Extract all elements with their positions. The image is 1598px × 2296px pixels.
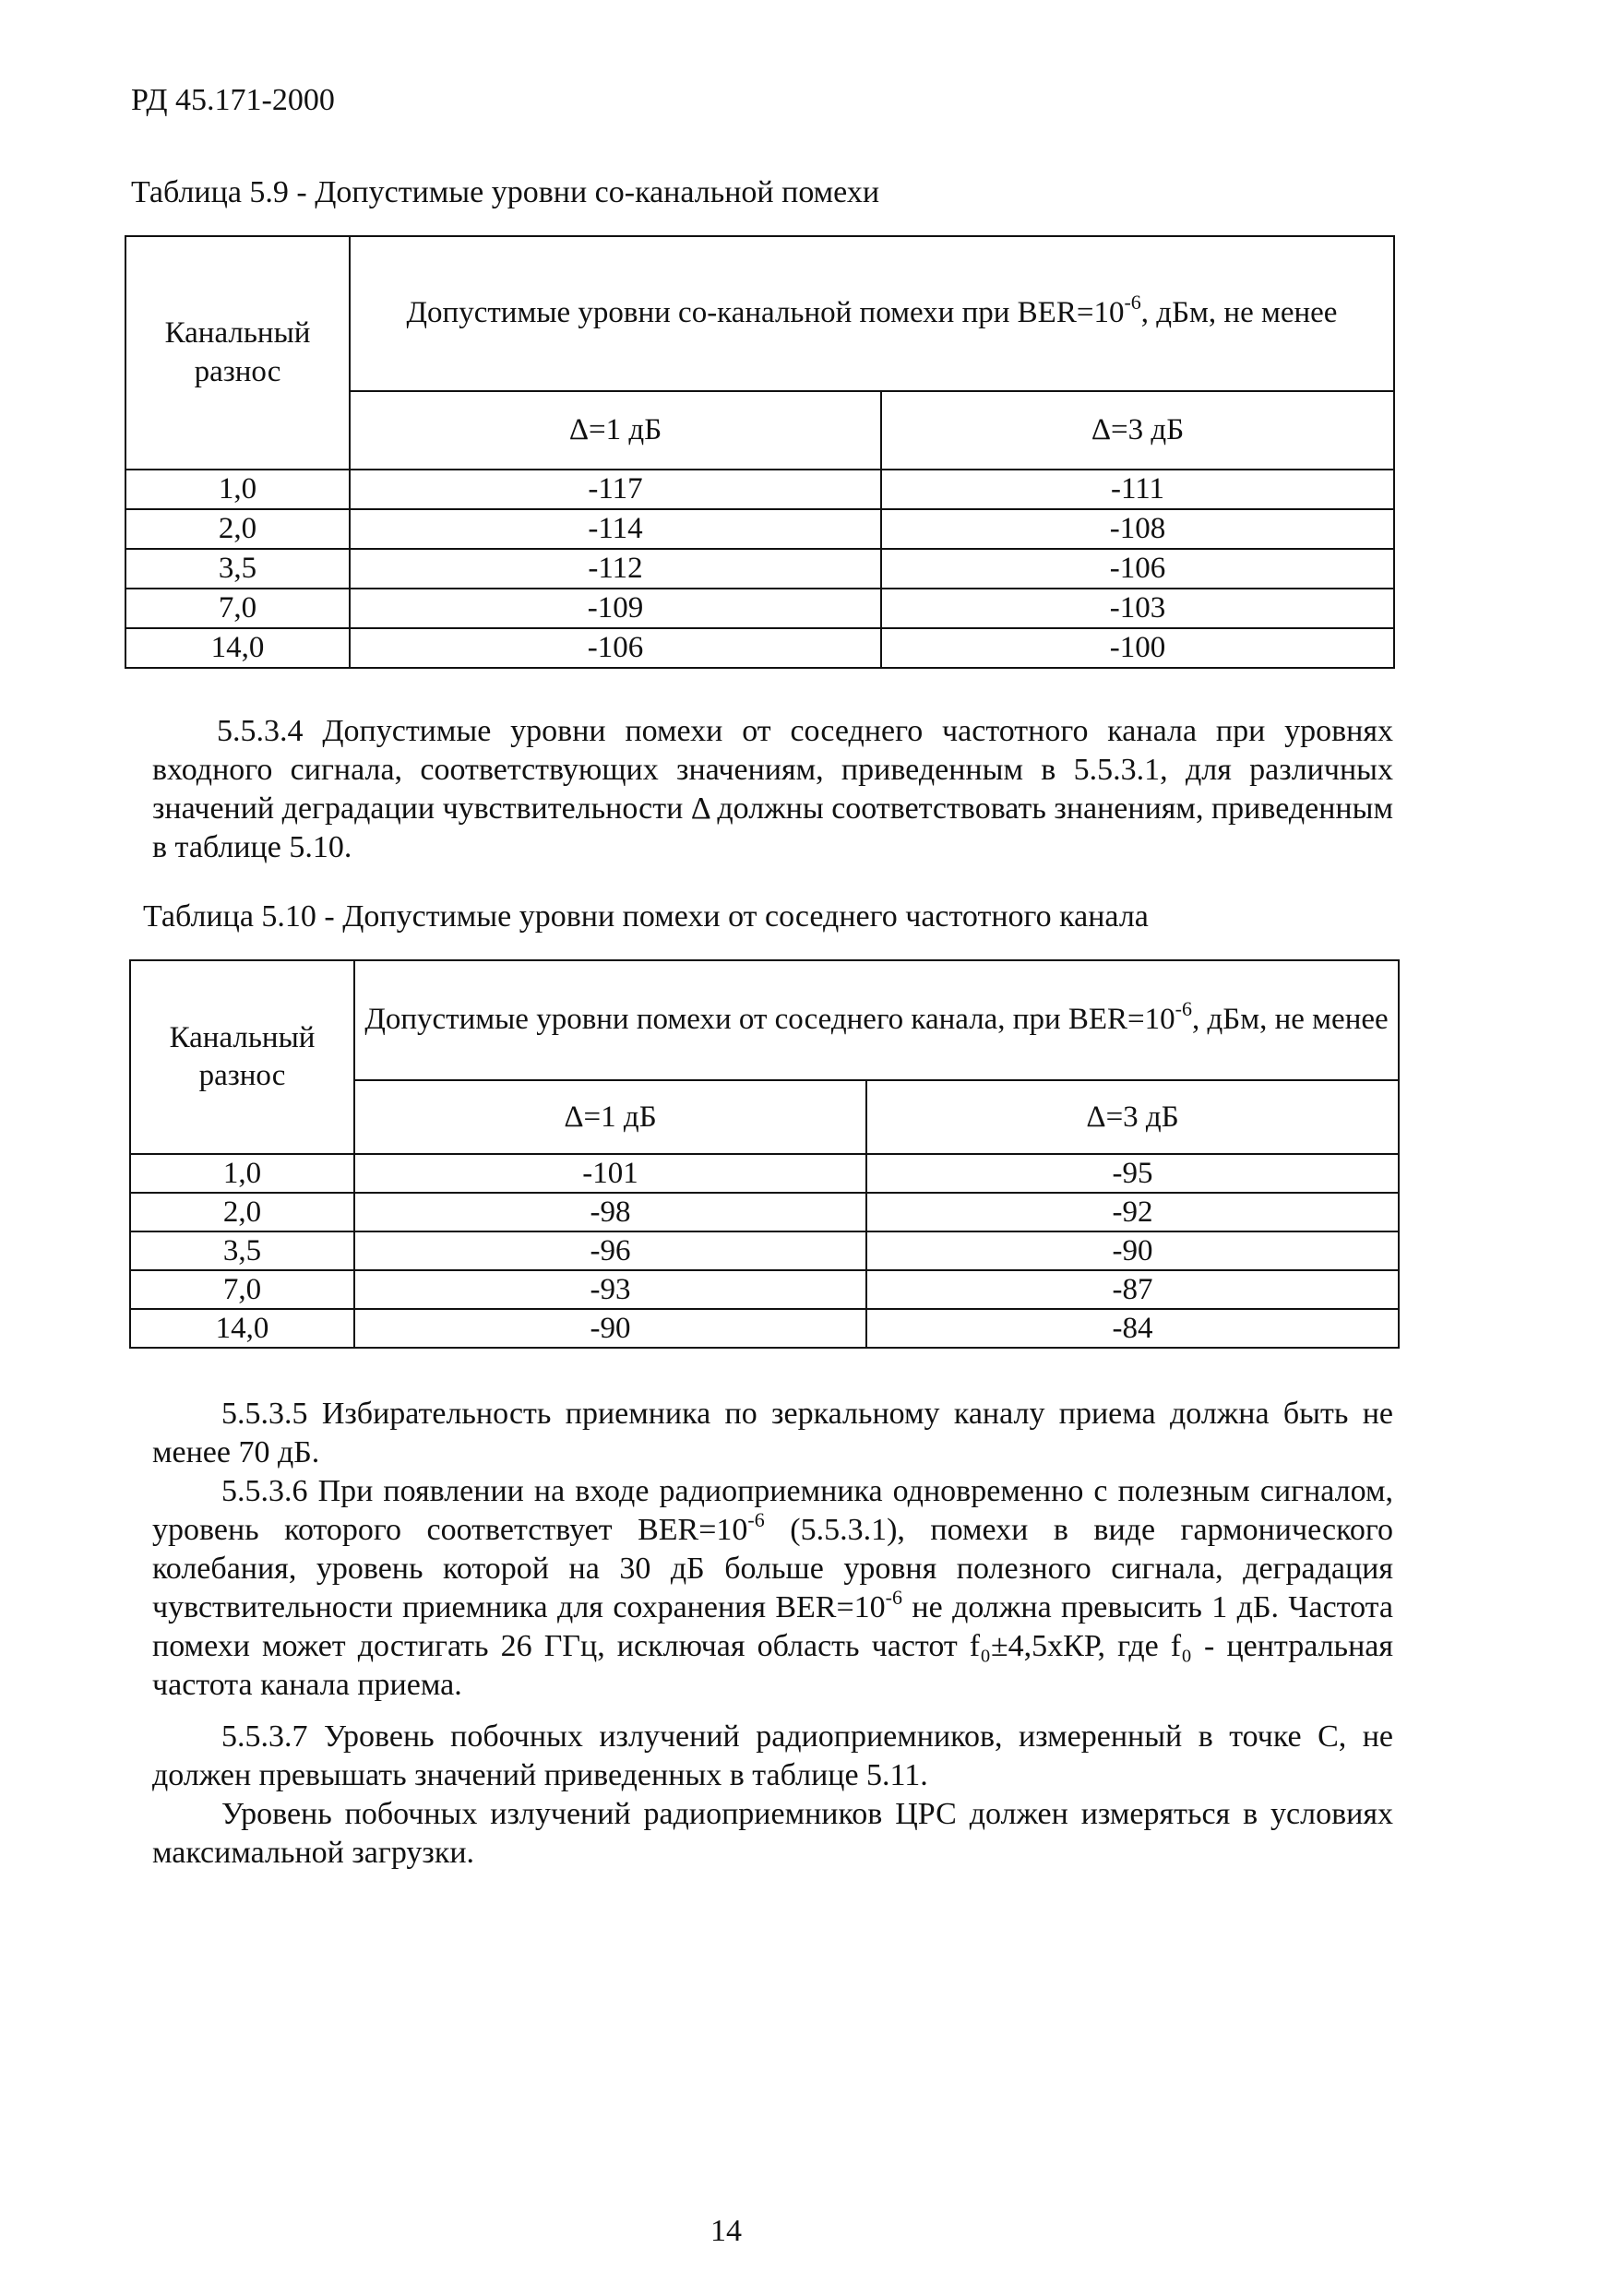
table-row: 1,0 -101 -95	[130, 1154, 1399, 1193]
paragraph-5-5-3-7: 5.5.3.7 Уровень побочных излучений радиоприемников, измеренный в точке С, не должен превышать значений приведенных в таблице 5.11.	[152, 1719, 1393, 1792]
column-header-delta-1: Δ=1 дБ	[354, 1080, 866, 1154]
table-5-10-caption: Таблица 5.10 - Допустимые уровни помехи от соседнего частотного канала	[143, 899, 1149, 934]
column-header-delta-1: Δ=1 дБ	[350, 391, 881, 470]
column-header-group: Допустимые уровни помехи от соседнего канала, при $BER=10^{-6}$, дБм, не менее	[354, 960, 1399, 1080]
document-code: РД 45.171-2000	[131, 83, 335, 117]
paragraph-5-5-3-6: 5.5.3.6 При появлении на входе радиоприемника одновременно с полезным сигналом, уровень которого соответствует $BER=10^{-6}$ (5.5.3.1), помехи в виде гармонического колебания, уровень которой на 30 дБ больше уровня полезного сигнала, деградация чувствительности приемника для сохранения $BER=10^{-6}$ не должна превысить 1 дБ. Частота помехи может достигать 26 ГГц, исключая область частот f₀±4,5хКР, где f₀ - центральная частота канала приема.	[152, 1474, 1393, 1702]
table-5-10	[129, 959, 1400, 1349]
table-row: 7,0 -93 -87	[130, 1270, 1399, 1309]
column-header-delta-3: Δ=3 дБ	[866, 1080, 1399, 1154]
table-row: 7,0 -109 -103	[125, 589, 1394, 628]
table-row: 3,5 -96 -90	[130, 1231, 1399, 1270]
paragraph-5-5-3-4: 5.5.3.4 Допустимые уровни помехи от соседнего частотного канала при уровнях входного сигнала, соответствующих значениям, приведенным в 5.5.3.1, для различных значений деградации чувствительности Δ должны соответствовать знанениям, приведенным в таблице 5.10.	[152, 714, 1393, 864]
table-5-9	[125, 235, 1395, 669]
table-5-9-caption: Таблица 5.9 - Допустимые уровни со-канальной помехи	[131, 175, 880, 209]
paragraph-final: Уровень побочных излучений радиоприемников ЦРС должен измеряться в условиях максимальной загрузки.	[152, 1797, 1393, 1870]
table-row: 2,0 -114 -108	[125, 509, 1394, 549]
paragraph-5-5-3-5: 5.5.3.5 Избирательность приемника по зеркальному каналу приема должна быть не менее 70 дБ.	[152, 1397, 1393, 1469]
column-header-delta-3: Δ=3 дБ	[881, 391, 1394, 470]
table-row: 2,0 -98 -92	[130, 1193, 1399, 1231]
table-row: 1,0 -117 -111	[125, 470, 1394, 509]
page-number: 14	[710, 2214, 742, 2248]
column-header-spacing: Канальный разнос	[130, 960, 354, 1154]
table-row: 3,5 -112 -106	[125, 549, 1394, 589]
column-header-group: Допустимые уровни со-канальной помехи при $BER=10^{-6}$, дБм, не менее	[350, 236, 1394, 391]
table-row: 14,0 -90 -84	[130, 1309, 1399, 1348]
table-row: 14,0 -106 -100	[125, 628, 1394, 668]
column-header-spacing: Канальный разнос	[125, 236, 350, 470]
